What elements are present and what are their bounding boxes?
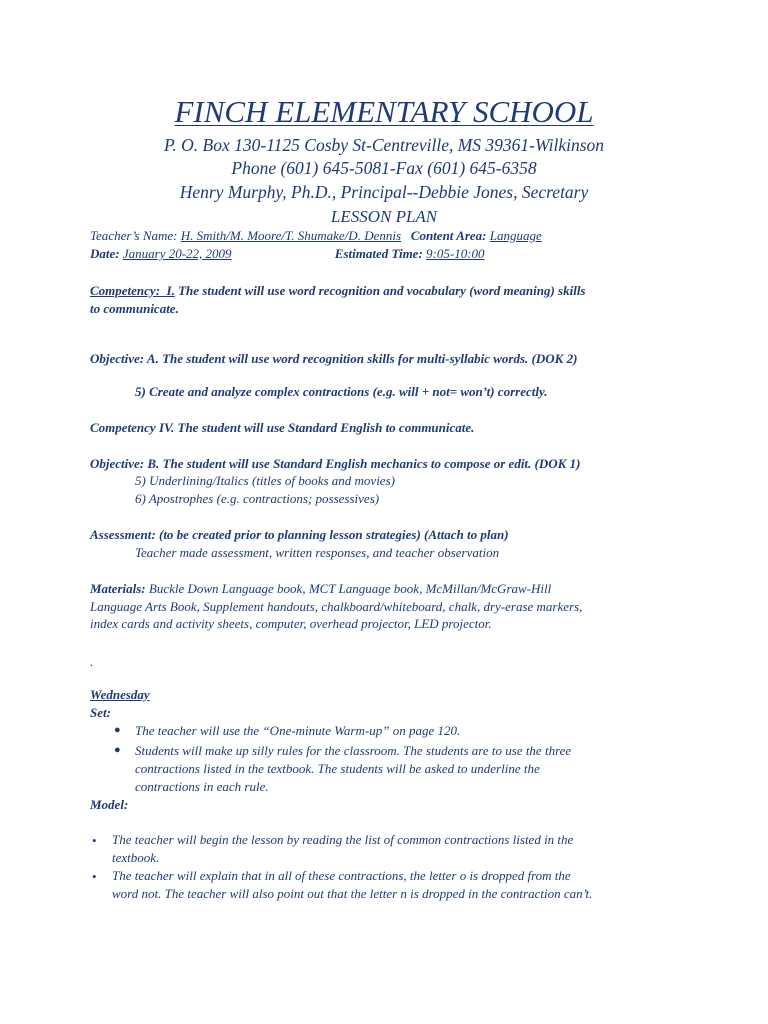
bullet-icon: ● [114, 724, 121, 736]
competency-label: Competency: [90, 283, 161, 298]
assessment-text: (to be created prior to planning lesson strategies) (Attach to plan) [158, 527, 509, 542]
set-item-line: contractions listed in the textbook. The students will be asked to underline the [135, 761, 540, 776]
content-area-label: Content Area: [410, 228, 487, 243]
model-item-line: The teacher will begin the lesson by reading the list of common contractions listed in the [112, 832, 574, 847]
materials-text: Buckle Down Language book, MCT Language book, McMillan/McGraw-Hill [148, 581, 552, 596]
set-item-line: Students will make up silly rules for the classroom. The students are to use the three [135, 743, 572, 758]
date-value: January 20-22, 2009 [122, 246, 232, 261]
date-label: Date: [90, 246, 120, 261]
model-item-line: The teacher will explain that in all of these contractions, the letter o is dropped from the [112, 868, 571, 883]
objective-a-item: 5) Create and analyze complex contractions (e.g. will + not= won’t) correctly. [135, 384, 548, 399]
materials-line3: index cards and activity sheets, computer, overhead projector, LED projector. [90, 616, 492, 631]
school-address: P. O. Box 130-1125 Cosby St-Centreville, MS 39361-Wilkinson [163, 135, 605, 155]
materials-line1 [90, 580, 551, 598]
estimated-time-label: Estimated Time: [334, 246, 423, 261]
materials-label: Materials: [90, 581, 146, 596]
set-item-line: contractions in each rule. [135, 779, 269, 794]
document-title: LESSON PLAN [330, 207, 438, 226]
teacher-label: Teacher’s Name: [90, 228, 178, 243]
set-heading: Set: [90, 705, 111, 720]
bullet-icon: • [92, 869, 97, 884]
teacher-value: H. Smith/M. Moore/T. Shumake/D. Dennis [180, 228, 402, 243]
stray-mark: . [90, 654, 94, 669]
assessment-detail: Teacher made assessment, written responses, and teacher observation [135, 545, 500, 560]
competency-4: Competency IV. The student will use Standard English to communicate. [90, 420, 475, 435]
day-heading: Wednesday [90, 687, 150, 702]
bullet-icon: ● [114, 744, 121, 756]
assessment-line [90, 526, 509, 544]
estimated-time-value: 9:05-10:00 [426, 246, 485, 261]
competency-1-line2: to communicate. [90, 301, 179, 316]
competency-1-line1 [90, 282, 586, 300]
model-item-line: word not. The teacher will also point out that the letter n is dropped in the contraction can’t. [112, 886, 593, 901]
competency-1-text: The student will use word recognition and vocabulary (word meaning) skills [178, 283, 586, 298]
objective-a: Objective: A. The student will use word recognition skills for multi-syllabic words. (DOK 2) [90, 351, 578, 366]
bullet-icon: • [92, 833, 97, 848]
assessment-label: Assessment: [90, 527, 156, 542]
date-line [90, 245, 485, 263]
objective-b-item: 5) Underlining/Italics (titles of books and movies) [135, 473, 395, 488]
objective-b: Objective: B. The student will use Standard English mechanics to compose or edit. (DOK 1) [90, 456, 581, 471]
model-item-line: textbook. [112, 850, 160, 865]
school-staff: Henry Murphy, Ph.D., Principal--Debbie Jones, Secretary [179, 182, 589, 202]
model-heading: Model: [90, 797, 129, 812]
content-area-value: Language [489, 228, 542, 243]
school-name: FINCH ELEMENTARY SCHOOL [174, 94, 594, 129]
school-phone: Phone (601) 645-5081-Fax (601) 645-6358 [231, 158, 537, 178]
materials-line2: Language Arts Book, Supplement handouts, chalkboard/whiteboard, chalk, dry-erase markers, [90, 599, 583, 614]
competency-roman: I. [166, 283, 175, 298]
set-item-line: The teacher will use the “One-minute Warm-up” on page 120. [135, 723, 461, 738]
teacher-line [90, 227, 542, 245]
objective-b-item: 6) Apostrophes (e.g. contractions; possessives) [135, 491, 380, 506]
